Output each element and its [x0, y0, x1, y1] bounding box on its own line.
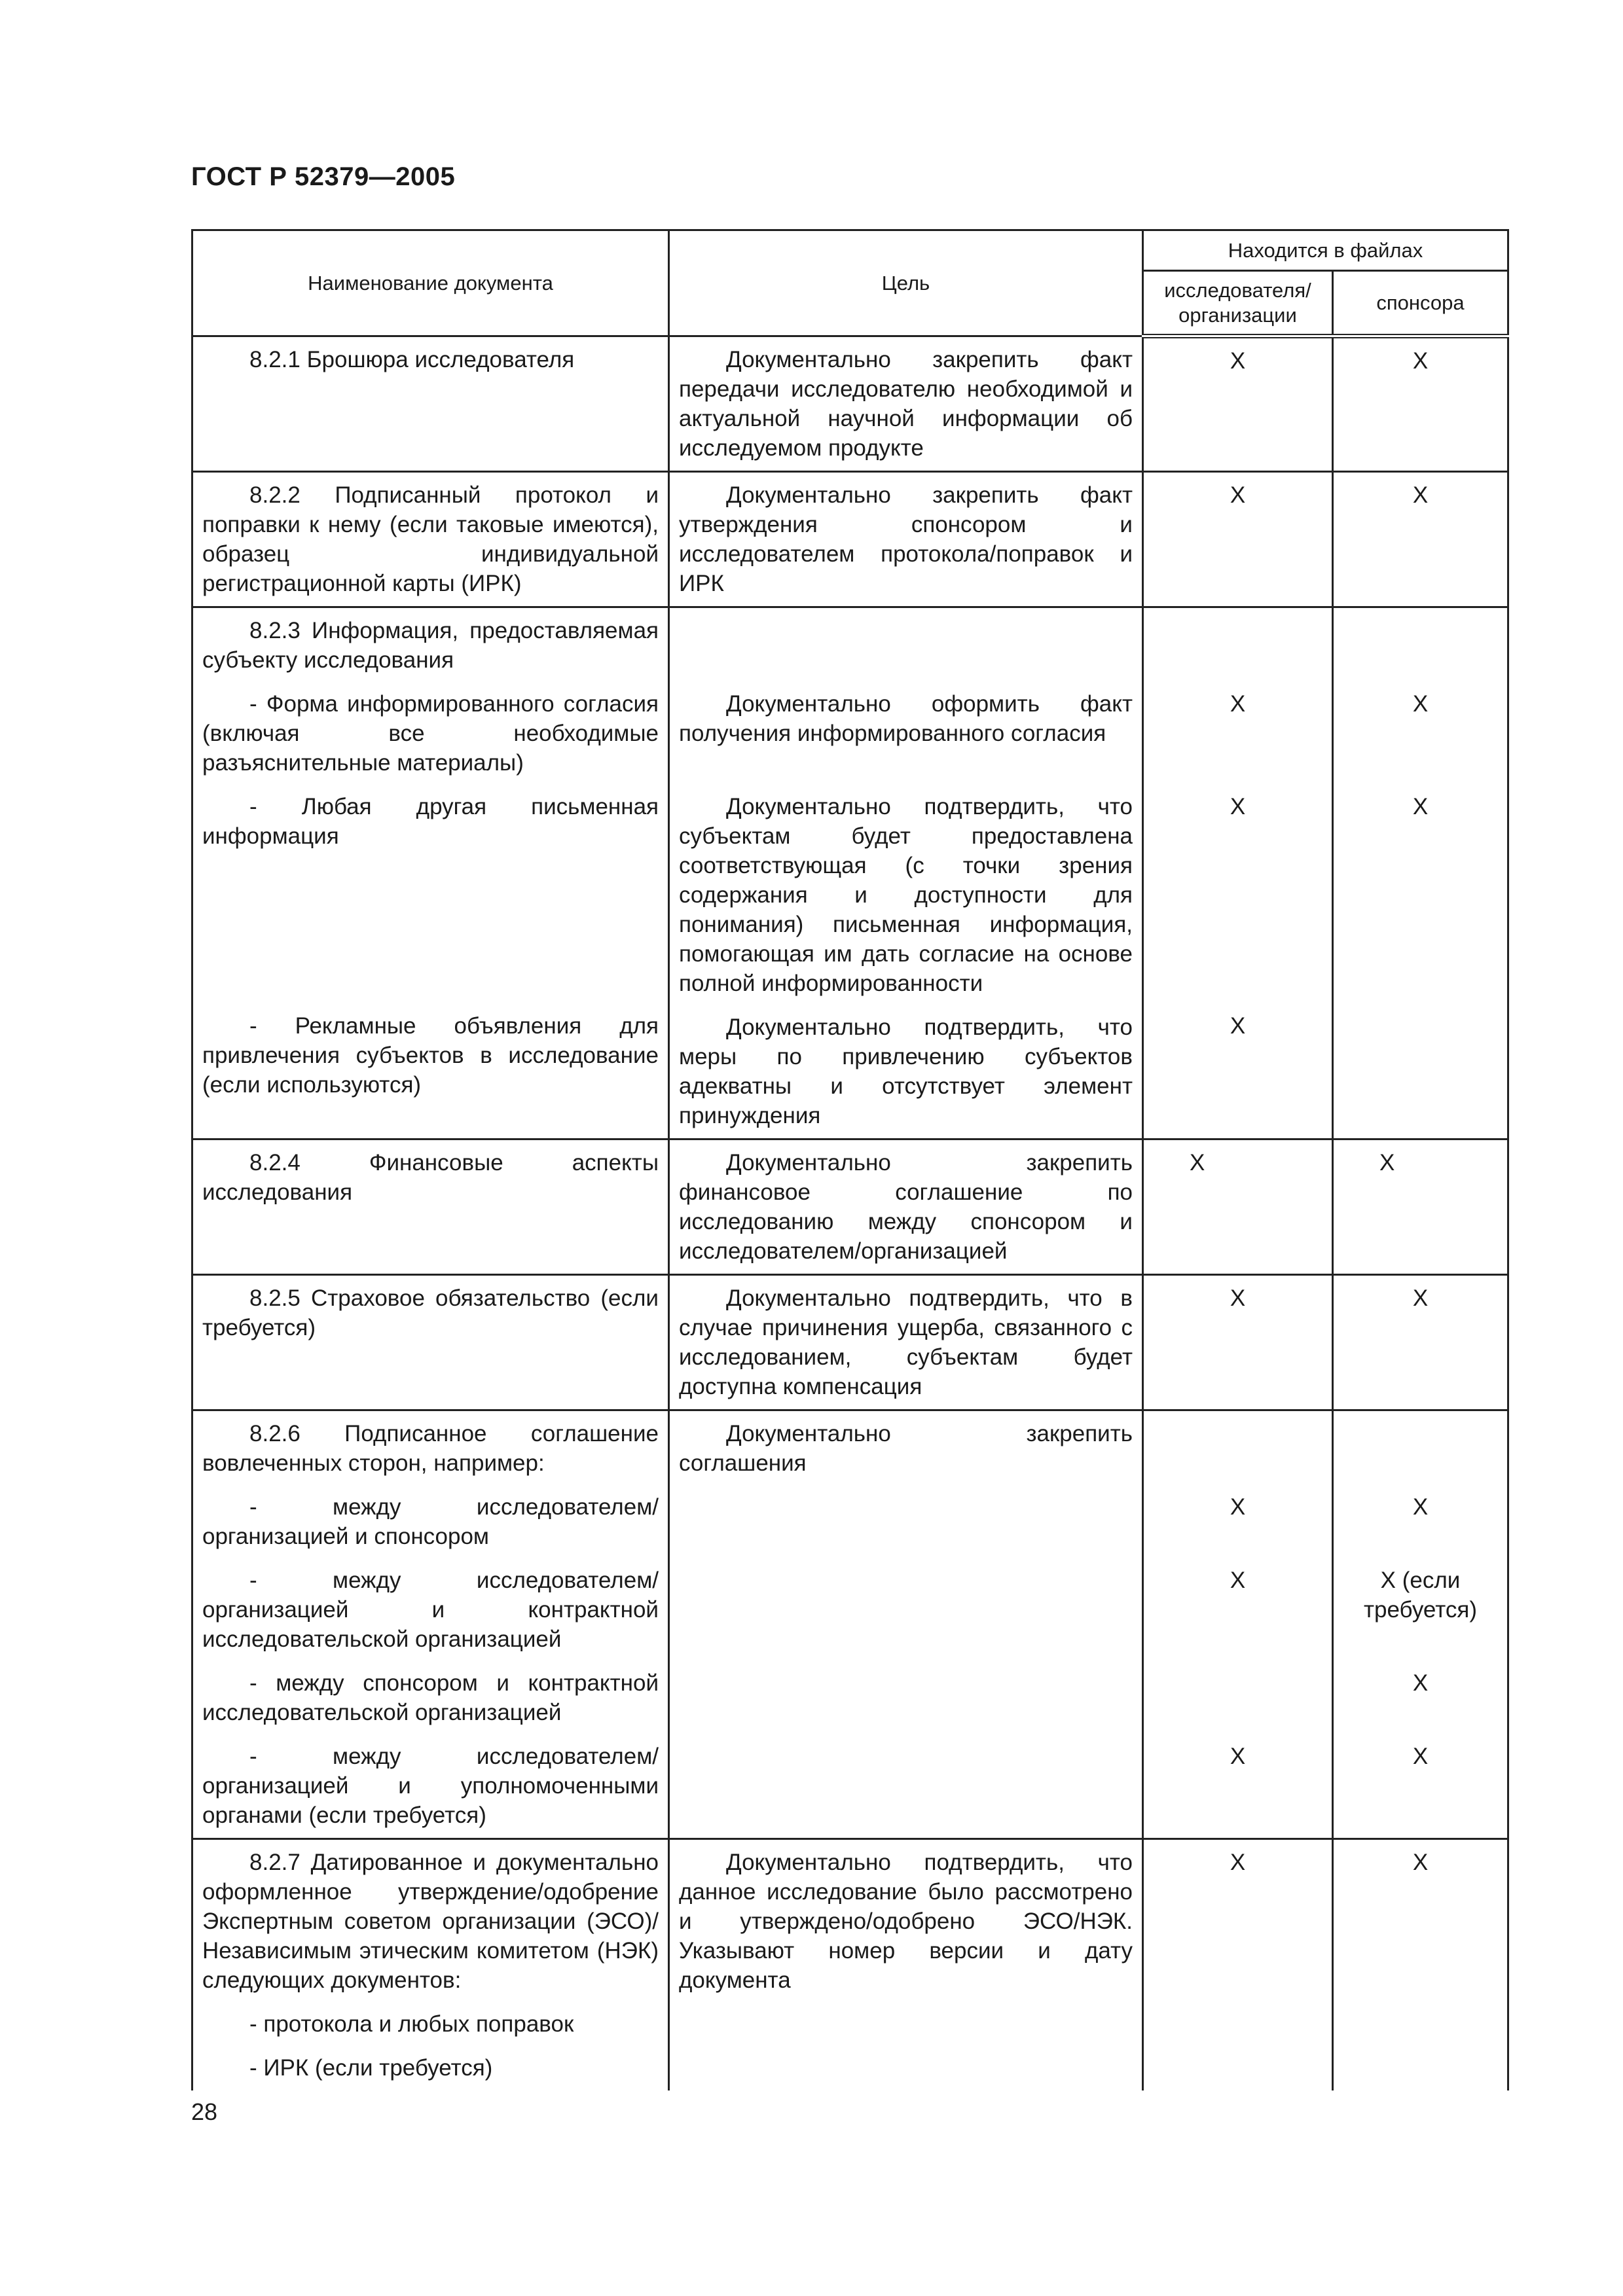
row-name: 8.2.3 Информация, предоставляемая субъекту исследования — [202, 618, 659, 673]
sub-item-investigator-mark: X — [1230, 1568, 1246, 1593]
table-row — [192, 336, 1508, 472]
sub-item-sponsor-mark: X — [1412, 1744, 1429, 1769]
row-name: 8.2.1 Брошюра исследователя — [249, 347, 575, 372]
row-investigator-mark: X — [1143, 1839, 1333, 2091]
sub-item-investigator-mark: X — [1230, 1744, 1246, 1769]
sub-item-name: - между исследователем/организацией и спонсором — [202, 1494, 659, 1549]
row-investigator-mark: X — [1143, 336, 1333, 472]
row-name: 8.2.6 Подписанное соглашение вовлеченных сторон, например: — [202, 1421, 659, 1476]
row-sponsor-mark: X — [1333, 1139, 1508, 1275]
row-sponsor-mark: X — [1333, 472, 1508, 607]
header-document-name: Наименование документа — [192, 230, 669, 336]
row-goal: Документально подтвердить, что данное исследование было рассмотрено и утверждено/одобрено ЭСО/НЭК. Указывают номер версии и дату документа — [679, 1850, 1133, 1993]
row-name: 8.2.5 Страховое обязательство (если требуется) — [202, 1285, 659, 1340]
row-goal: Документально подтвердить, что в случае причинения ущерба, связанного с исследованием, субъектам будет доступна компенсация — [679, 1285, 1133, 1399]
row-goal: Документально закрепить факт передачи исследователю необходимой и актуальной научной информации об исследуемом продукте — [679, 347, 1133, 461]
row-name: 8.2.7 Датированное и документально оформленное утверждение/одобрение Экспертным советом организации (ЭСО)/Независимым этическим комитетом (НЭК) следующих документов: — [202, 1850, 659, 1993]
table-row — [192, 472, 1508, 607]
sub-item-sponsor-mark: X (если требуется) — [1363, 1568, 1477, 1623]
row-investigator-mark: X — [1143, 1139, 1333, 1275]
sub-item-investigator-mark: X — [1230, 1013, 1246, 1039]
document-header: ГОСТ Р 52379—2005 — [191, 162, 456, 191]
sub-item-investigator-mark: X — [1230, 691, 1246, 717]
row-goal: Документально закрепить финансовое соглашение по исследованию между спонсором и исследователем/организацией — [679, 1150, 1133, 1264]
row-investigator-mark: X — [1143, 472, 1333, 607]
sub-item-goal: Документально оформить факт получения информированного согласия — [679, 691, 1133, 746]
sub-item-investigator-mark: X — [1230, 794, 1246, 819]
header-sponsor: спонсора — [1333, 271, 1508, 336]
sub-item-name: - протокола и любых поправок — [249, 2011, 574, 2037]
sub-item-investigator-mark — [1153, 1668, 1322, 1742]
row-investigator-mark: X — [1143, 1275, 1333, 1410]
header-location: Находится в файлах — [1143, 230, 1508, 271]
row-goal: Документально закрепить факт утверждения спонсором и исследователем протокола/поправок и ИРК — [679, 482, 1133, 596]
sub-item-name: - ИРК (если требуется) — [249, 2055, 493, 2081]
table-row — [192, 1275, 1508, 1410]
sub-item-goal: Документально подтвердить, что субъектам будет предоставлена соответствующая (с точки зрения содержания и доступности для понимания) письменная информация, помогающая им дать согласие на основе полной информированности — [679, 794, 1133, 996]
row-sponsor-mark: X — [1333, 336, 1508, 472]
table-row — [192, 1410, 1508, 1839]
sub-item-sponsor-mark: X — [1412, 1670, 1429, 1696]
sub-item-name: - Форма информированного согласия (включая все необходимые разъяснительные материалы) — [202, 691, 659, 776]
sub-item-name: - Любая другая письменная информация — [202, 794, 659, 849]
sub-item-investigator-mark: X — [1230, 1494, 1246, 1520]
row-goal: Документально закрепить соглашения — [679, 1421, 1133, 1476]
table-row — [192, 1839, 1508, 2091]
document-table — [191, 229, 1509, 2090]
page-number: 28 — [191, 2098, 218, 2125]
sub-item-sponsor-mark: X — [1412, 794, 1429, 819]
sub-item-goal: Документально подтвердить, что меры по привлечению субъектов адекватны и отсутствует элемент принуждения — [679, 1014, 1133, 1128]
sub-item-sponsor-mark: X — [1412, 1494, 1429, 1520]
sub-item-name: - между исследователем/организацией и уполномоченными органами (если требуется) — [202, 1744, 659, 1828]
header-goal: Цель — [669, 230, 1143, 336]
table-row — [192, 607, 1508, 1139]
header-investigator: исследователя/ организации — [1143, 271, 1333, 336]
sub-item-name: - между исследователем/организацией и контрактной исследовательской организацией — [202, 1568, 659, 1652]
sub-item-name: - Рекламные объявления для привлечения субъектов в исследование (если используются) — [202, 1013, 659, 1098]
sub-item-sponsor-mark: X — [1412, 691, 1429, 717]
table-row — [192, 1139, 1508, 1275]
row-name: 8.2.4 Финансовые аспекты исследования — [202, 1150, 659, 1205]
row-name: 8.2.2 Подписанный протокол и поправки к нему (если таковые имеются), образец индивидуальной регистрационной карты (ИРК) — [202, 482, 659, 596]
row-sponsor-mark: X — [1333, 1839, 1508, 2091]
row-sponsor-mark: X — [1333, 1275, 1508, 1410]
sub-item-name: - между спонсором и контрактной исследовательской организацией — [202, 1670, 659, 1725]
